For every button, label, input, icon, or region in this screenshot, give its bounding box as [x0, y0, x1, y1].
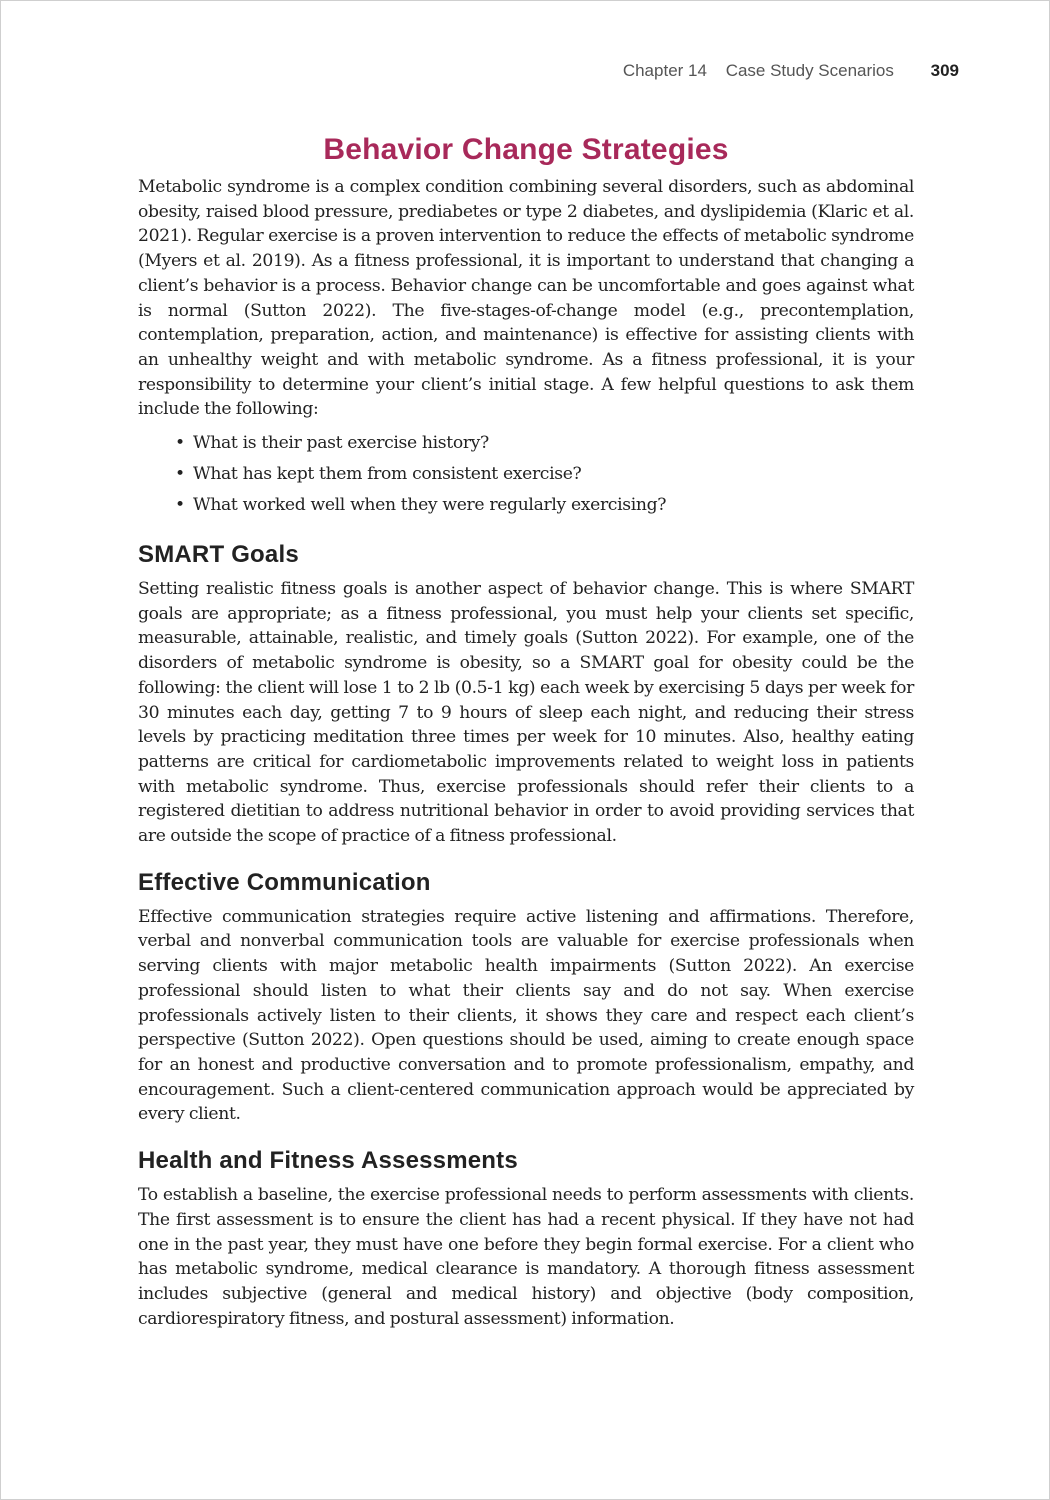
bullet-icon: •: [175, 464, 185, 485]
section-body-health-fitness-assessments: To establish a baseline, the exercise professional needs to perform assessments with clients. The first assessment is to ensure the client has had a recent physical. If they have not had one in the past year, they must have one before they begin formal exercise. For a client who has metabolic syndrome, medical clearance is mandatory. A thorough fitness assessment includes subjective (general and medical history) and objective (body composition, cardiorespiratory fitness, and postural assessment) information.: [138, 1185, 914, 1329]
question-list: [138, 428, 914, 521]
list-item-text: What has kept them from consistent exercise?: [193, 464, 582, 485]
running-header: [1, 61, 959, 81]
bullet-icon: •: [175, 495, 185, 516]
bullet-icon: •: [175, 433, 185, 454]
list-item: [175, 428, 914, 459]
chapter-label: Chapter 14: [622, 61, 707, 80]
intro-paragraph: Metabolic syndrome is a complex condition combining several disorders, such as abdominal obesity, raised blood pressure, prediabetes or type 2 diabetes, and dyslipidemia (Klaric et al. 2021). Regular exercise is a proven intervention to reduce the effects of metabolic syndrome (Myers et al. 2019). As a fitness professional, it is important to understand that changing a client’s behavior is a process. Behavior change can be uncomfortable and goes against what is normal (Sutton 2022). The five-stages-of-change model (e.g., precontemplation, contemplation, preparation, action, and maintenance) is effective for assisting clients with an unhealthy weight and with metabolic syndrome. As a fitness professional, it is your responsibility to determine your client’s initial stage. A few helpful questions to ask them include the following:: [138, 177, 914, 420]
section-heading-effective-communication: Effective Communication: [138, 868, 431, 896]
section-heading-health-fitness-assessments: Health and Fitness Assessments: [138, 1147, 518, 1175]
section-heading-smart-goals: SMART Goals: [138, 541, 299, 569]
page-title: Behavior Change Strategies: [323, 133, 729, 166]
section-body-effective-communication: Effective communication strategies require active listening and affirmations. Therefore, verbal and nonverbal communication tools are valuable for exercise professionals when serving clients with major metabolic health impairments (Sutton 2022). An exercise professional should listen to what their clients say and do not say. When exercise professionals actively listen to their clients, it shows they care and respect each client’s perspective (Sutton 2022). Open questions should be used, aiming to create enough space for an honest and productive conversation and to promote professionalism, empathy, and encouragement. Such a client-centered communication approach would be appreciated by every client.: [138, 906, 914, 1125]
list-item: [175, 459, 914, 490]
page-content: [138, 133, 914, 1331]
list-item: [175, 490, 914, 521]
section-body-smart-goals: Setting realistic fitness goals is another aspect of behavior change. This is where SMART goals are appropriate; as a fitness professional, you must help your clients set specific, measurable, attainable, realistic, and timely goals (Sutton 2022). For example, one of the disorders of metabolic syndrome is obesity, so a SMART goal for obesity could be the following: the client will lose 1 to 2 lb (0.5-1 kg) each week by exercising 5 days per week for 30 minutes each day, getting 7 to 9 hours of sleep each night, and reducing their stress levels by practicing meditation three times per week for 10 minutes. Also, healthy eating patterns are critical for cardiometabolic improvements related to weight loss in patients with metabolic syndrome. Thus, exercise professionals should refer their clients to a registered dietitian to address nutritional behavior in order to avoid providing services that are outside the scope of practice of a fitness professional.: [138, 579, 914, 847]
page-number: 309: [930, 61, 959, 80]
list-item-text: What worked well when they were regularly exercising?: [193, 495, 667, 516]
section-label: Case Study Scenarios: [725, 61, 894, 80]
list-item-text: What is their past exercise history?: [193, 433, 489, 454]
